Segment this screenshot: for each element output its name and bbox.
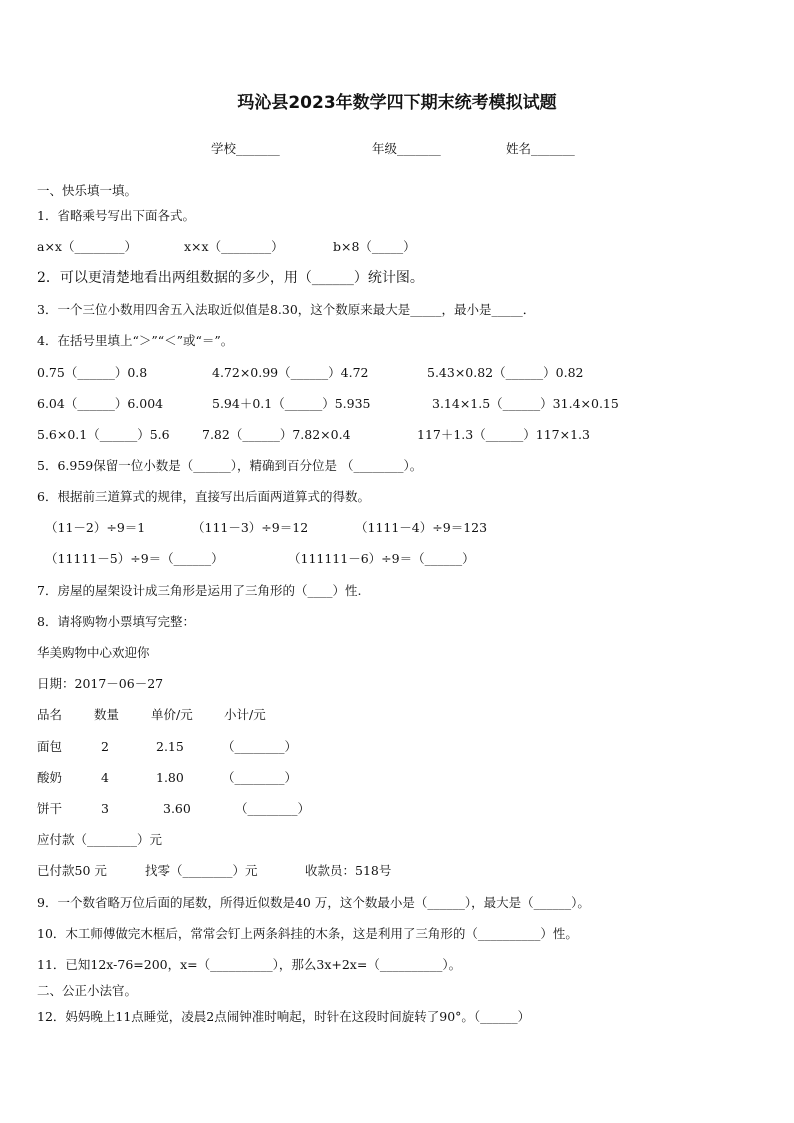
receipt-header-qty: 数量 [94,707,120,722]
question-9: 9．一个数省略万位后面的尾数，所得近似数是40 万，这个数最小是（______），最大是（______）。 [37,895,590,910]
receipt-row-1-subtotal: （________） [222,739,298,754]
school-field[interactable]: 学校_______ [211,141,280,156]
receipt-row-3-item: 饼干 [37,801,63,816]
question-4-r1-c1: 0.75（______）0.8 [37,365,148,380]
question-12: 12．妈妈晚上11点睡觉，凌晨2点闹钟准时响起，时针在这段时间旋转了90°。（______） [37,1009,531,1024]
receipt-row-3-qty: 3 [101,801,109,816]
question-4-r1-c2: 4.72×0.99（______）4.72 [212,365,369,380]
receipt-row-2-item: 酸奶 [37,770,63,785]
question-1b: x×x（________） [184,239,284,254]
section-1-heading: 一、快乐填一填。 [37,183,138,198]
question-4-r3-c1: 5.6×0.1（______）5.6 [37,427,170,442]
question-10: 10．木工师傅做完木框后，常常会钉上两条斜挂的木条，这是利用了三角形的（__________）性。 [37,926,578,941]
section-2-heading: 二、公正小法官。 [37,983,138,998]
question-4-r1-c3: 5.43×0.82（______）0.82 [427,365,584,380]
receipt-row-1-qty: 2 [101,739,109,754]
question-4-r2-c3: 3.14×1.5（______）31.4×0.15 [432,396,619,411]
question-8-stem: 8．请将购物小票填写完整： [37,614,195,629]
question-4-stem: 4．在括号里填上“＞”“＜”或“＝”。 [37,333,234,348]
receipt-cashier: 收款员：518号 [305,863,392,878]
receipt-amount-due: 应付款（________）元 [37,832,163,847]
receipt-row-2-subtotal: （________） [222,770,298,785]
question-6-r2-c2: （111111－6）÷9＝（______） [288,551,475,566]
question-4-r2-c2: 5.94＋0.1（______）5.935 [212,396,371,411]
receipt-header-item: 品名 [37,707,63,722]
receipt-header-price: 单价/元 [151,707,193,722]
question-7: 7．房屋的屋架设计成三角形是运用了三角形的（____）性. [37,583,362,598]
question-6-r1-c2: （111－3）÷9＝12 [192,520,309,535]
grade-field[interactable]: 年级_______ [372,141,441,156]
page-title: 玛沁县2023年数学四下期末统考模拟试题 [237,93,557,113]
question-6-stem: 6．根据前三道算式的规律，直接写出后面两道算式的得数。 [37,489,370,504]
question-11: 11．已知12x-76=200，x=（__________），那么3x+2x=（__________）。 [37,957,462,972]
question-4-r2-c1: 6.04（______）6.004 [37,396,164,411]
receipt-shop-name: 华美购物中心欢迎你 [37,645,150,660]
question-1-stem: 1．省略乘号写出下面各式。 [37,208,195,223]
question-6-r1-c1: （11－2）÷9＝1 [45,520,146,535]
receipt-change: 找零（________）元 [145,863,258,878]
receipt-row-3-price: 3.60 [163,801,191,816]
receipt-row-1-price: 2.15 [156,739,184,754]
question-5: 5．6.959保留一位小数是（______），精确到百分位是 （________）。 [37,458,423,473]
receipt-date: 日期：2017－06－27 [37,676,164,691]
receipt-row-3-subtotal: （________） [235,801,311,816]
question-6-r1-c3: （1111－4）÷9＝123 [355,520,488,535]
question-1a: a×x（________） [37,239,137,254]
question-4-r3-c2: 7.82（______）7.82×0.4 [202,427,351,442]
question-6-r2-c1: （11111－5）÷9＝（______） [45,551,224,566]
question-4-r3-c3: 117＋1.3（______）117×1.3 [417,427,590,442]
name-field[interactable]: 姓名_______ [506,141,575,156]
receipt-row-2-qty: 4 [101,770,109,785]
question-3: 3．一个三位小数用四舍五入法取近似值是8.30，这个数原来最大是_____，最小是_____． [37,302,536,317]
receipt-header-subtotal: 小计/元 [224,707,266,722]
receipt-row-2-price: 1.80 [156,770,184,785]
question-1c: b×8（_____） [333,239,416,254]
receipt-row-1-item: 面包 [37,739,63,754]
question-2: 2．可以更清楚地看出两组数据的多少，用（______）统计图。 [37,270,424,286]
receipt-amount-paid: 已付款50 元 [37,863,107,878]
